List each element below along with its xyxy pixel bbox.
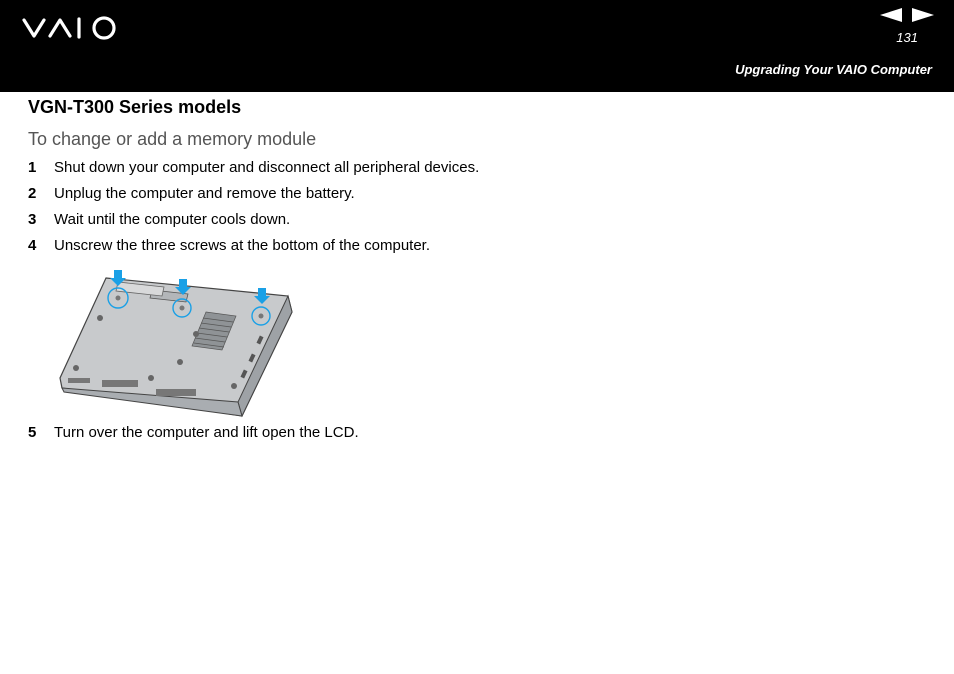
step-text: Wait until the computer cools down.: [54, 211, 291, 228]
step-number: 2: [28, 185, 37, 202]
step-text: Turn over the computer and lift open the LCD.: [54, 424, 359, 441]
list-item: [28, 423, 359, 443]
step-number: 1: [28, 159, 37, 176]
section-title: Upgrading Your VAIO Computer: [735, 62, 932, 77]
vaio-logo: [22, 12, 122, 42]
list-item: [28, 158, 479, 184]
page-number: 131: [896, 30, 918, 45]
list-item: [28, 210, 479, 236]
step-list: [28, 158, 479, 262]
list-item: [28, 184, 479, 210]
step-text: Unplug the computer and remove the battery.: [54, 185, 355, 202]
step-number: 5: [28, 424, 37, 441]
step-number: 3: [28, 211, 37, 228]
header-bar: [0, 0, 954, 92]
page-heading: VGN-T300 Series models: [28, 97, 242, 117]
page-subheading: To change or add a memory module: [28, 129, 317, 149]
previous-page-arrow-icon[interactable]: [880, 8, 902, 22]
step-text: Unscrew the three screws at the bottom of the computer.: [54, 237, 431, 254]
next-page-arrow-icon[interactable]: [912, 8, 934, 22]
step-number: 4: [28, 237, 37, 254]
list-item: [28, 236, 479, 262]
step-text: Shut down your computer and disconnect all peripheral devices.: [54, 159, 480, 176]
laptop-bottom-illustration: [56, 268, 296, 420]
